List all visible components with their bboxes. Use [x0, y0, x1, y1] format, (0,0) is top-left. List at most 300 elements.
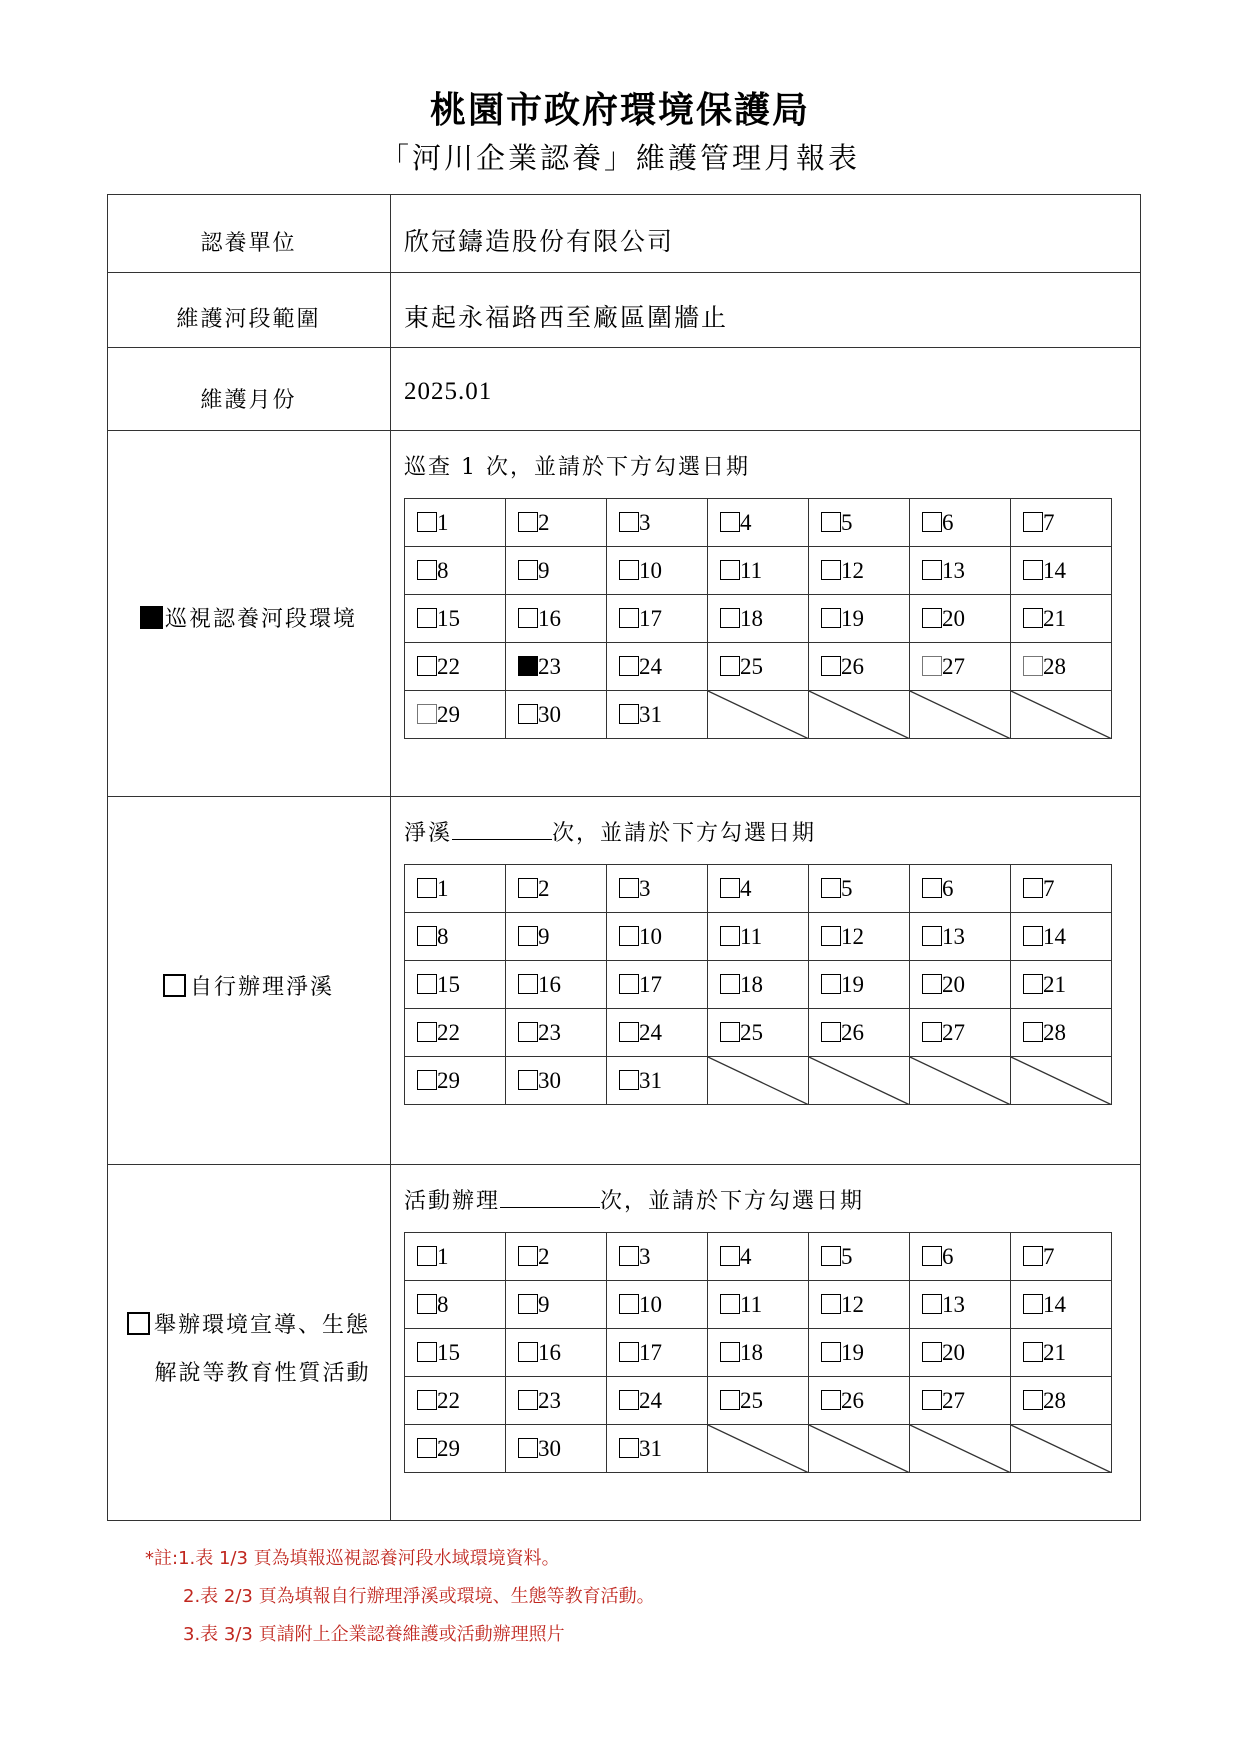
day-cell[interactable] — [506, 547, 607, 595]
day-number: 17 — [639, 1340, 662, 1365]
day-cell[interactable] — [405, 595, 506, 643]
checkbox-icon[interactable] — [518, 512, 538, 532]
calendar-cleanup — [404, 864, 1112, 1105]
day-number: 26 — [841, 1020, 864, 1045]
checkbox-icon[interactable] — [417, 1070, 437, 1090]
day-number: 30 — [538, 702, 561, 727]
checkbox-icon[interactable] — [922, 512, 942, 532]
day-cell[interactable] — [506, 499, 607, 547]
day-number: 22 — [437, 1388, 460, 1413]
checkbox-icon[interactable] — [619, 1438, 639, 1458]
day-cell[interactable] — [910, 1377, 1011, 1425]
checkbox-icon[interactable] — [1023, 926, 1043, 946]
checkbox-icon[interactable] — [417, 1390, 437, 1410]
checkbox-icon[interactable] — [720, 560, 740, 580]
checkbox-icon[interactable] — [619, 1294, 639, 1314]
day-cell[interactable] — [910, 1329, 1011, 1377]
day-number: 5 — [841, 1244, 853, 1269]
checkbox-icon[interactable] — [821, 1294, 841, 1314]
day-cell[interactable] — [809, 547, 910, 595]
day-cell[interactable] — [809, 595, 910, 643]
checkbox-icon[interactable] — [619, 878, 639, 898]
day-cell[interactable] — [1011, 547, 1112, 595]
empty-day-cell — [708, 1057, 809, 1105]
day-cell[interactable] — [506, 595, 607, 643]
day-cell[interactable] — [708, 1233, 809, 1281]
day-number: 14 — [1043, 924, 1066, 949]
checkbox-icon[interactable] — [518, 1294, 538, 1314]
day-number: 7 — [1043, 510, 1055, 535]
day-cell[interactable] — [506, 643, 607, 691]
day-cell[interactable] — [607, 1425, 708, 1473]
day-cell[interactable] — [506, 691, 607, 739]
checkbox-icon[interactable] — [720, 656, 740, 676]
note-1: *註:1.表 1/3 頁為填報巡視認養河段水域環境資料。 — [145, 1548, 560, 1569]
day-number: 14 — [1043, 1292, 1066, 1317]
checkbox-icon[interactable] — [619, 1022, 639, 1042]
day-cell[interactable] — [405, 913, 506, 961]
calendar-row — [405, 499, 1112, 547]
day-cell[interactable] — [405, 1009, 506, 1057]
checkbox-icon[interactable] — [417, 1438, 437, 1458]
day-number: 11 — [740, 924, 763, 949]
day-number: 20 — [942, 1340, 965, 1365]
checkbox-icon[interactable] — [720, 1294, 740, 1314]
day-cell[interactable] — [607, 1009, 708, 1057]
day-cell[interactable] — [1011, 643, 1112, 691]
day-number: 4 — [740, 876, 752, 901]
calendar-row — [405, 865, 1112, 913]
day-cell[interactable] — [1011, 1377, 1112, 1425]
checkbox-icon[interactable] — [821, 1022, 841, 1042]
day-cell[interactable] — [708, 913, 809, 961]
day-cell[interactable] — [708, 643, 809, 691]
checkbox-icon[interactable] — [720, 1390, 740, 1410]
checkbox-icon[interactable] — [619, 1342, 639, 1362]
day-cell[interactable] — [607, 547, 708, 595]
diagonal-slash-icon — [809, 1425, 910, 1473]
empty-day-cell — [809, 1057, 910, 1105]
checkbox-icon[interactable] — [417, 704, 437, 724]
empty-day-cell — [910, 1425, 1011, 1473]
day-cell[interactable] — [708, 1329, 809, 1377]
row-divider — [107, 272, 1141, 273]
checkbox-icon[interactable] — [518, 1246, 538, 1266]
checkbox-icon[interactable] — [417, 1294, 437, 1314]
day-cell[interactable] — [506, 1377, 607, 1425]
checkbox-icon[interactable] — [619, 560, 639, 580]
day-cell[interactable] — [708, 1281, 809, 1329]
checkbox-icon[interactable] — [1023, 560, 1043, 580]
day-cell[interactable] — [506, 1233, 607, 1281]
day-number: 9 — [538, 924, 550, 949]
checkbox-icon[interactable] — [619, 704, 639, 724]
checkbox-icon[interactable] — [720, 1246, 740, 1266]
checked-square-icon[interactable] — [140, 606, 163, 629]
checkbox-icon[interactable] — [821, 608, 841, 628]
empty-day-cell — [1011, 1057, 1112, 1105]
checkbox-icon[interactable] — [1023, 656, 1043, 676]
checkbox-icon[interactable] — [720, 608, 740, 628]
day-cell[interactable] — [910, 547, 1011, 595]
day-cell[interactable] — [607, 1281, 708, 1329]
checkbox-icon[interactable] — [720, 512, 740, 532]
day-cell[interactable] — [506, 1057, 607, 1105]
checked-box-icon[interactable] — [518, 656, 538, 676]
day-number: 3 — [639, 876, 651, 901]
diagonal-slash-icon — [1011, 1425, 1112, 1473]
checkbox-icon[interactable] — [922, 1390, 942, 1410]
empty-day-cell — [809, 691, 910, 739]
day-cell[interactable] — [910, 865, 1011, 913]
day-cell[interactable] — [607, 865, 708, 913]
day-number: 7 — [1043, 1244, 1055, 1269]
empty-day-cell — [910, 691, 1011, 739]
day-number: 2 — [538, 1244, 550, 1269]
day-number: 31 — [639, 1068, 662, 1093]
day-number: 29 — [437, 1068, 460, 1093]
day-number: 31 — [639, 1436, 662, 1461]
checkbox-icon[interactable] — [1023, 608, 1043, 628]
day-cell[interactable] — [607, 595, 708, 643]
row-divider — [107, 796, 1141, 797]
day-number: 2 — [538, 510, 550, 535]
checkbox-icon[interactable] — [922, 878, 942, 898]
day-cell[interactable] — [607, 1233, 708, 1281]
checkbox-icon[interactable] — [1023, 1246, 1043, 1266]
day-cell[interactable] — [809, 1281, 910, 1329]
day-number: 17 — [639, 972, 662, 997]
day-cell[interactable] — [809, 913, 910, 961]
day-cell[interactable] — [405, 865, 506, 913]
calendar-row — [405, 1329, 1112, 1377]
day-number: 31 — [639, 702, 662, 727]
day-cell[interactable] — [607, 499, 708, 547]
day-cell[interactable] — [506, 1425, 607, 1473]
checkbox-icon[interactable] — [821, 656, 841, 676]
day-cell[interactable] — [708, 595, 809, 643]
day-cell[interactable] — [910, 595, 1011, 643]
checkbox-icon[interactable] — [619, 512, 639, 532]
day-cell[interactable] — [910, 643, 1011, 691]
calendar-patrol — [404, 498, 1112, 739]
day-cell[interactable] — [1011, 913, 1112, 961]
day-number: 24 — [639, 1020, 662, 1045]
checkbox-icon[interactable] — [417, 1342, 437, 1362]
day-cell[interactable] — [809, 1233, 910, 1281]
day-cell[interactable] — [405, 1233, 506, 1281]
checkbox-icon[interactable] — [518, 1390, 538, 1410]
day-number: 15 — [437, 972, 460, 997]
section-patrol-instruction: 巡查 1 次，並請於下方勾選日期 — [404, 455, 750, 480]
day-number: 13 — [942, 1292, 965, 1317]
checkbox-icon[interactable] — [619, 608, 639, 628]
page-title: 桃園市政府環境保護局 — [429, 89, 810, 131]
day-number: 4 — [740, 1244, 752, 1269]
checkbox-icon[interactable] — [518, 1438, 538, 1458]
day-cell[interactable] — [405, 547, 506, 595]
section-activity-instruction: 活動辦理 次，並請於下方勾選日期 — [404, 1189, 865, 1214]
section-cleanup-instruction: 淨溪 次，並請於下方勾選日期 — [404, 821, 817, 846]
day-cell[interactable] — [708, 547, 809, 595]
day-cell[interactable] — [910, 1233, 1011, 1281]
day-number: 26 — [841, 1388, 864, 1413]
day-number: 19 — [841, 606, 864, 631]
day-cell[interactable] — [405, 643, 506, 691]
unit-value: 欣冠鑄造股份有限公司 — [404, 227, 675, 256]
checkbox-icon[interactable] — [417, 974, 437, 994]
day-cell[interactable] — [910, 1281, 1011, 1329]
checkbox-icon[interactable] — [518, 1022, 538, 1042]
checkbox-icon[interactable] — [922, 1342, 942, 1362]
checkbox-icon[interactable] — [518, 704, 538, 724]
day-cell[interactable] — [405, 1057, 506, 1105]
day-cell[interactable] — [607, 1057, 708, 1105]
checkbox-icon[interactable] — [922, 974, 942, 994]
day-number: 10 — [639, 1292, 662, 1317]
checkbox-icon[interactable] — [619, 974, 639, 994]
calendar-row — [405, 1057, 1112, 1105]
checkbox-icon[interactable] — [821, 1390, 841, 1410]
note-2: 2.表 2/3 頁為填報自行辦理淨溪或環境、生態等教育活動。 — [183, 1586, 655, 1607]
day-cell[interactable] — [607, 1377, 708, 1425]
day-cell[interactable] — [506, 1009, 607, 1057]
section-activity-label: 舉辦環境宣導、生態 解說等教育性質活動 — [107, 1302, 390, 1398]
checkbox-icon[interactable] — [821, 878, 841, 898]
empty-day-cell — [809, 1425, 910, 1473]
day-cell[interactable] — [1011, 499, 1112, 547]
day-number: 6 — [942, 510, 954, 535]
diagonal-slash-icon — [1011, 691, 1112, 739]
checkbox-icon[interactable] — [619, 926, 639, 946]
day-number: 21 — [1043, 606, 1066, 631]
footnotes — [145, 1540, 655, 1654]
day-number: 30 — [538, 1068, 561, 1093]
month-value: 2025.01 — [404, 378, 493, 405]
checkbox-icon[interactable] — [720, 878, 740, 898]
day-number: 12 — [841, 1292, 864, 1317]
day-number: 18 — [740, 972, 763, 997]
row-divider — [107, 1164, 1141, 1165]
day-number: 14 — [1043, 558, 1066, 583]
checkbox-icon[interactable] — [1023, 1294, 1043, 1314]
empty-day-cell — [708, 1425, 809, 1473]
checkbox-icon[interactable] — [922, 1294, 942, 1314]
checkbox-icon[interactable] — [821, 974, 841, 994]
checkbox-icon[interactable] — [417, 1246, 437, 1266]
day-cell[interactable] — [607, 913, 708, 961]
day-cell[interactable] — [405, 1281, 506, 1329]
day-cell[interactable] — [1011, 1281, 1112, 1329]
unchecked-square-icon[interactable] — [163, 974, 186, 997]
checkbox-icon[interactable] — [619, 1390, 639, 1410]
day-cell[interactable] — [405, 691, 506, 739]
checkbox-icon[interactable] — [922, 560, 942, 580]
day-cell[interactable] — [506, 1329, 607, 1377]
checkbox-icon[interactable] — [518, 974, 538, 994]
day-cell[interactable] — [1011, 961, 1112, 1009]
checkbox-icon[interactable] — [922, 1246, 942, 1266]
day-cell[interactable] — [1011, 1233, 1112, 1281]
day-cell[interactable] — [506, 961, 607, 1009]
day-cell[interactable] — [708, 1377, 809, 1425]
day-cell[interactable] — [809, 865, 910, 913]
day-cell[interactable] — [910, 499, 1011, 547]
checkbox-icon[interactable] — [720, 974, 740, 994]
day-cell[interactable] — [708, 865, 809, 913]
day-number: 20 — [942, 972, 965, 997]
diagonal-slash-icon — [708, 1057, 809, 1105]
day-cell[interactable] — [910, 1009, 1011, 1057]
empty-day-cell — [910, 1057, 1011, 1105]
range-label: 維護河段範圍 — [176, 307, 321, 332]
day-cell[interactable] — [405, 1329, 506, 1377]
checkbox-icon[interactable] — [518, 608, 538, 628]
day-cell[interactable] — [910, 961, 1011, 1009]
checkbox-icon[interactable] — [518, 1070, 538, 1090]
day-cell[interactable] — [809, 499, 910, 547]
day-number: 17 — [639, 606, 662, 631]
checkbox-icon[interactable] — [1023, 1342, 1043, 1362]
checkbox-icon[interactable] — [619, 1070, 639, 1090]
checkbox-icon[interactable] — [1023, 512, 1043, 532]
checkbox-icon[interactable] — [922, 926, 942, 946]
calendar-row — [405, 1425, 1112, 1473]
checkbox-icon[interactable] — [1023, 974, 1043, 994]
checkbox-icon[interactable] — [821, 560, 841, 580]
day-number: 20 — [942, 606, 965, 631]
count-blank[interactable] — [452, 819, 552, 840]
checkbox-icon[interactable] — [821, 1342, 841, 1362]
day-cell[interactable] — [405, 1377, 506, 1425]
day-cell[interactable] — [708, 1009, 809, 1057]
checkbox-icon[interactable] — [922, 1022, 942, 1042]
calendar-row — [405, 1377, 1112, 1425]
day-cell[interactable] — [809, 643, 910, 691]
day-cell[interactable] — [405, 961, 506, 1009]
day-cell[interactable] — [506, 913, 607, 961]
day-cell[interactable] — [607, 961, 708, 1009]
row-divider — [107, 347, 1141, 348]
column-divider — [390, 194, 391, 1521]
day-cell[interactable] — [809, 1009, 910, 1057]
day-number: 29 — [437, 1436, 460, 1461]
checkbox-icon[interactable] — [821, 1246, 841, 1266]
day-number: 23 — [538, 1020, 561, 1045]
calendar-activity — [404, 1232, 1112, 1473]
checkbox-icon[interactable] — [417, 878, 437, 898]
day-number: 4 — [740, 510, 752, 535]
day-number: 23 — [538, 1388, 561, 1413]
day-cell[interactable] — [506, 865, 607, 913]
day-number: 25 — [740, 654, 763, 679]
checkbox-icon[interactable] — [821, 512, 841, 532]
checkbox-icon[interactable] — [518, 1342, 538, 1362]
checkbox-icon[interactable] — [518, 926, 538, 946]
checkbox-icon[interactable] — [619, 1246, 639, 1266]
checkbox-icon[interactable] — [518, 560, 538, 580]
diagonal-slash-icon — [910, 1057, 1011, 1105]
day-number: 25 — [740, 1020, 763, 1045]
day-number: 10 — [639, 924, 662, 949]
checkbox-icon[interactable] — [417, 1022, 437, 1042]
count-blank[interactable] — [500, 1187, 600, 1208]
day-cell[interactable] — [1011, 1329, 1112, 1377]
day-number: 8 — [437, 1292, 449, 1317]
checkbox-icon[interactable] — [417, 656, 437, 676]
day-number: 19 — [841, 972, 864, 997]
day-number: 15 — [437, 606, 460, 631]
checkbox-icon[interactable] — [518, 878, 538, 898]
day-cell[interactable] — [405, 1425, 506, 1473]
unchecked-square-icon[interactable] — [127, 1312, 150, 1335]
day-cell[interactable] — [809, 961, 910, 1009]
diagonal-slash-icon — [708, 691, 809, 739]
day-number: 27 — [942, 654, 965, 679]
day-number: 9 — [538, 1292, 550, 1317]
day-number: 16 — [538, 606, 561, 631]
day-cell[interactable] — [809, 1377, 910, 1425]
checkbox-icon[interactable] — [417, 608, 437, 628]
checkbox-icon[interactable] — [619, 656, 639, 676]
range-value: 東起永福路西至廠區圍牆止 — [404, 303, 729, 332]
day-cell[interactable] — [708, 961, 809, 1009]
day-cell[interactable] — [506, 1281, 607, 1329]
day-cell[interactable] — [1011, 595, 1112, 643]
calendar-row — [405, 691, 1112, 739]
checkbox-icon[interactable] — [1023, 1390, 1043, 1410]
calendar-row — [405, 913, 1112, 961]
day-cell[interactable] — [405, 499, 506, 547]
day-cell[interactable] — [708, 499, 809, 547]
diagonal-slash-icon — [1011, 1057, 1112, 1105]
checkbox-icon[interactable] — [821, 926, 841, 946]
day-cell[interactable] — [1011, 1009, 1112, 1057]
day-number: 5 — [841, 876, 853, 901]
day-number: 18 — [740, 1340, 763, 1365]
checkbox-icon[interactable] — [922, 656, 942, 676]
day-number: 5 — [841, 510, 853, 535]
day-number: 12 — [841, 558, 864, 583]
day-cell[interactable] — [607, 691, 708, 739]
day-number: 30 — [538, 1436, 561, 1461]
day-cell[interactable] — [607, 643, 708, 691]
calendar-row — [405, 961, 1112, 1009]
checkbox-icon[interactable] — [417, 512, 437, 532]
day-number: 23 — [538, 654, 561, 679]
checkbox-icon[interactable] — [720, 1342, 740, 1362]
day-number: 11 — [740, 1292, 763, 1317]
diagonal-slash-icon — [708, 1425, 809, 1473]
day-cell[interactable] — [607, 1329, 708, 1377]
checkbox-icon[interactable] — [417, 560, 437, 580]
day-cell[interactable] — [910, 913, 1011, 961]
empty-day-cell — [1011, 691, 1112, 739]
checkbox-icon[interactable] — [720, 1022, 740, 1042]
day-cell[interactable] — [809, 1329, 910, 1377]
day-number: 8 — [437, 924, 449, 949]
day-number: 1 — [437, 1244, 449, 1269]
checkbox-icon[interactable] — [720, 926, 740, 946]
checkbox-icon[interactable] — [417, 926, 437, 946]
day-number: 13 — [942, 924, 965, 949]
day-number: 9 — [538, 558, 550, 583]
day-cell[interactable] — [1011, 865, 1112, 913]
checkbox-icon[interactable] — [922, 608, 942, 628]
checkbox-icon[interactable] — [1023, 1022, 1043, 1042]
day-number: 28 — [1043, 1020, 1066, 1045]
checkbox-icon[interactable] — [1023, 878, 1043, 898]
